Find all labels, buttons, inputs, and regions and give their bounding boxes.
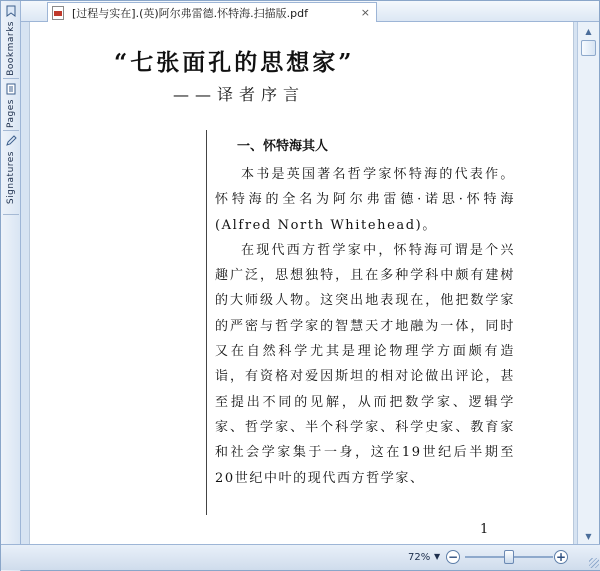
nav-tab-label: Signatures bbox=[6, 151, 16, 205]
document-view[interactable] bbox=[21, 22, 579, 546]
chapter-subtitle: ——译者序言 bbox=[173, 85, 306, 104]
nav-tab-pages[interactable] bbox=[2, 79, 20, 129]
zoom-out-button[interactable]: − bbox=[447, 550, 459, 564]
document-tab-title: [过程与实在].(英)阿尔弗雷德.怀特海.扫描版.pdf bbox=[72, 6, 308, 20]
section-heading: 一、怀特海其人 bbox=[237, 139, 329, 154]
pdf-page bbox=[29, 22, 574, 546]
nav-tab-signatures[interactable] bbox=[2, 131, 20, 213]
paragraph: 本书是英国著名哲学家怀特海的代表作。怀特海的全名为阿尔弗雷德·诺思·怀特海(Alfred North Whitehead)。 bbox=[215, 167, 515, 233]
scroll-down-arrow-icon[interactable]: ▼ bbox=[585, 532, 592, 541]
zoom-level[interactable]: 72% bbox=[408, 552, 431, 563]
body-text bbox=[215, 162, 515, 491]
document-tab[interactable] bbox=[47, 2, 377, 22]
zoom-in-button[interactable]: + bbox=[555, 550, 567, 564]
resize-grip-icon[interactable] bbox=[589, 558, 599, 568]
paragraph: 在现代西方哲学家中，怀特海可谓是个兴趣广泛，思想独特，且在多种学科中颇有建树的大师级人物。这突出地表现在，他把数学家的严密与哲学家的智慧天才地融为一体，同时又在自然科学尤其是理论物理学方面颇有造诣，有资格对爱因斯坦的相对论做出评论，甚至提出不同的见解，从而把数学家、逻辑学家、哲学家、半个科学家、科学史家、教育家和社会学家集于一身，这在19世纪后半期至20世纪中叶的现代西方哲学家、 bbox=[215, 242, 515, 486]
tab-bar bbox=[21, 1, 599, 22]
status-bar bbox=[1, 544, 600, 570]
zoom-dropdown-chevron-down-icon[interactable]: ▼ bbox=[434, 552, 441, 561]
margin-rule bbox=[206, 130, 207, 515]
nav-tab-label: Bookmarks bbox=[6, 21, 16, 76]
zoom-slider[interactable] bbox=[465, 556, 553, 558]
navigation-panel bbox=[1, 1, 21, 571]
nav-tab-label: Pages bbox=[6, 99, 16, 128]
close-tab-button[interactable]: × bbox=[360, 6, 370, 19]
pen-icon bbox=[4, 134, 18, 148]
nav-tab-bookmarks[interactable] bbox=[2, 1, 20, 77]
pdf-file-icon bbox=[52, 6, 64, 20]
vertical-scrollbar[interactable] bbox=[577, 22, 599, 546]
bookmark-icon bbox=[4, 4, 18, 18]
pages-icon bbox=[4, 82, 18, 96]
nav-divider bbox=[3, 214, 19, 215]
zoom-slider-handle[interactable] bbox=[504, 550, 514, 564]
scroll-up-arrow-icon[interactable]: ▲ bbox=[585, 27, 592, 36]
page-number: 1 bbox=[480, 522, 489, 537]
chapter-title: “七张面孔的思想家” bbox=[114, 49, 355, 76]
scrollbar-thumb[interactable] bbox=[581, 40, 596, 56]
